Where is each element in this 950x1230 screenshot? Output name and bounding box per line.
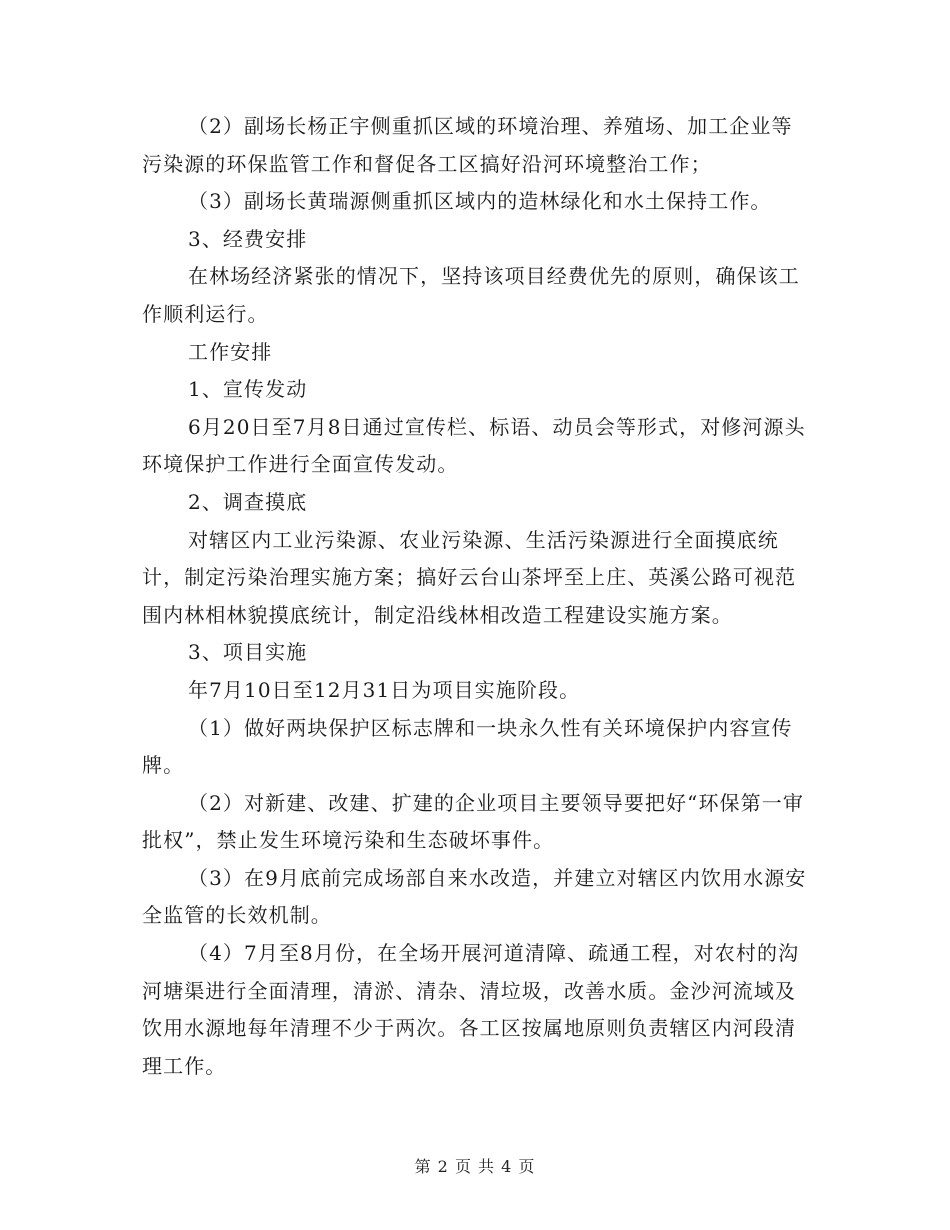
paragraph-deputy-huang: （3）副场长黄瑞源侧重抓区域内的造林绿化和水土保持工作。 [188,189,772,214]
paragraph-publicity: 6月20日至7月8日通过宣传栏、标语、动员会等形式，对修河源头环境保护工作进行全面宣传发动。 [142,414,806,477]
paragraph-item-2: （2）对新建、改建、扩建的企业项目主要领导要把好“环保第一审批权”，禁止发生环境污染和生态破坏事件。 [142,790,804,853]
heading-funding: 3、经费安排 [188,226,308,251]
paragraph-funding: 在林场经济紧张的情况下，坚持该项目经费优先的原则，确保该工作顺利运行。 [142,264,800,326]
paragraph-item-1: （1）做好两块保护区标志牌和一块永久性有关环境保护内容宣传牌。 [142,715,793,778]
heading-survey: 2、调查摸底 [188,489,308,514]
paragraph-deputy-yang: （2）副场长杨正宇侧重抓区域的环境治理、养殖场、加工企业等污染源的环保监管工作和督促各工区搞好沿河环境整治工作； [142,114,793,176]
page-number-footer: 第 2 页 共 4 页 [414,1157,536,1176]
heading-work-arrangement: 工作安排 [188,339,273,364]
heading-publicity: 1、宣传发动 [188,377,308,402]
document-body [142,108,808,1085]
paragraph-implementation-period: 年7月10日至12月31日为项目实施阶段。 [188,677,581,702]
paragraph-survey: 对辖区内工业污染源、农业污染源、生活污染源进行全面摸底统计，制定污染治理实施方案；搞好云台山茶坪至上庄、英溪公路可视范围内林相林貌摸底统计，制定沿线林相改造工程建设实施方案。 [142,527,797,627]
paragraph-item-3: （3）在9月底前完成场部自来水改造，并建立对辖区内饮用水源安全监管的长效机制。 [142,865,807,928]
heading-implementation: 3、项目实施 [188,640,308,665]
paragraph-item-4: （4）7月至8月份，在全场开展河道清障、疏通工程，对农村的沟河塘渠进行全面清理，清淤、清杂、清垃圾，改善水质。金沙河流域及饮用水源地每年清理不少于两次。各工区按属地原则负责辖区内河段清理工作。 [142,941,800,1078]
